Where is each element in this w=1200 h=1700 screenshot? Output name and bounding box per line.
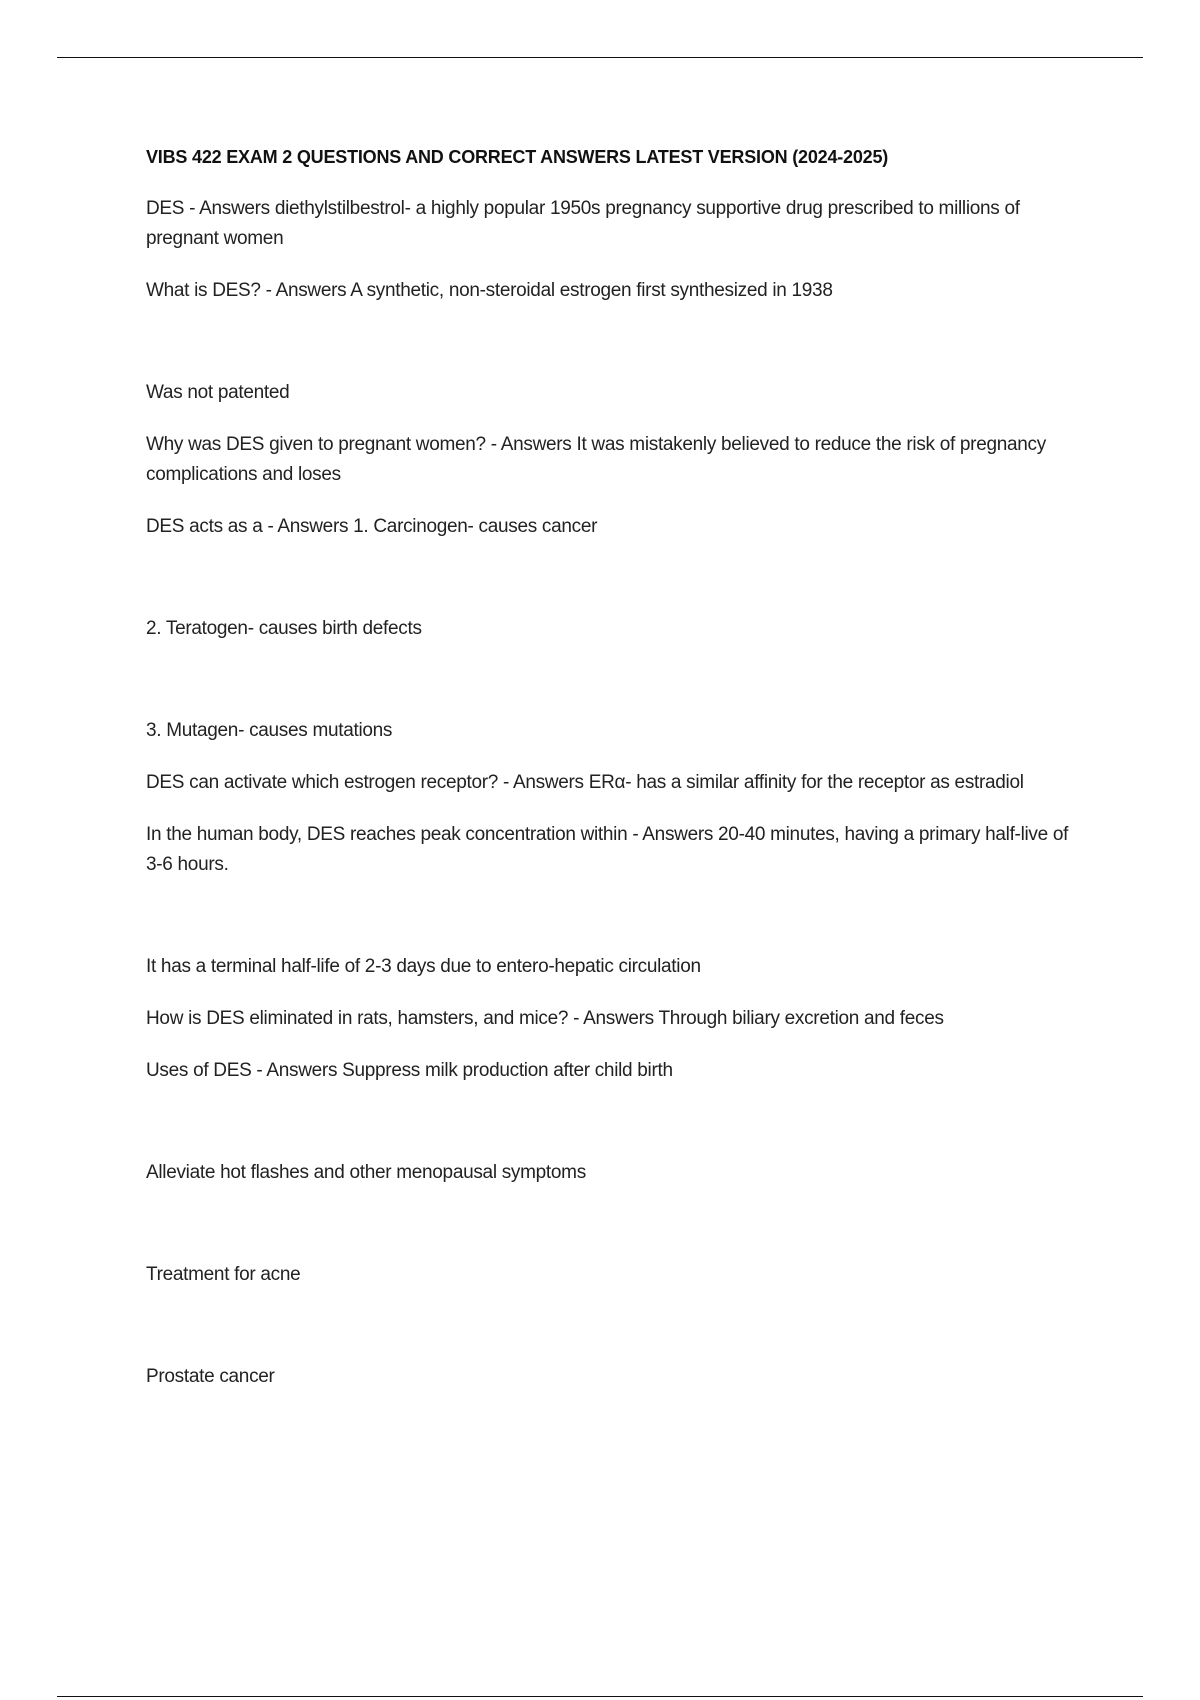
document-title: VIBS 422 EXAM 2 QUESTIONS AND CORRECT ANSWERS LATEST VERSION (2024-2025) <box>146 147 889 167</box>
qa-paragraph: Uses of DES - Answers Suppress milk production after child birth <box>146 1060 673 1081</box>
qa-paragraph: What is DES? - Answers A synthetic, non-steroidal estrogen first synthesized in 1938 <box>146 280 833 301</box>
qa-paragraph: Why was DES given to pregnant women? - Answers It was mistakenly believed to reduce the risk of pregnancy complications and loses <box>146 434 1046 485</box>
qa-paragraph: 3. Mutagen- causes mutations <box>146 720 393 741</box>
qa-paragraph: In the human body, DES reaches peak concentration within - Answers 20-40 minutes, having a primary half-live of 3-6 hours. <box>146 824 1069 875</box>
qa-paragraph: Treatment for acne <box>146 1264 301 1285</box>
qa-paragraph: DES can activate which estrogen receptor? - Answers ERα- has a similar affinity for the receptor as estradiol <box>146 772 1024 793</box>
qa-paragraph: It has a terminal half-life of 2-3 days due to entero-hepatic circulation <box>146 956 701 977</box>
bottom-divider <box>57 1696 1143 1697</box>
qa-paragraph: How is DES eliminated in rats, hamsters, and mice? - Answers Through biliary excretion and feces <box>146 1008 944 1029</box>
qa-paragraph: DES - Answers diethylstilbestrol- a highly popular 1950s pregnancy supportive drug prescribed to millions of pregnant women <box>146 198 1020 249</box>
qa-paragraph: 2. Teratogen- causes birth defects <box>146 618 422 639</box>
document-body <box>146 142 1086 1414</box>
qa-paragraph: Alleviate hot flashes and other menopausal symptoms <box>146 1162 586 1183</box>
qa-paragraph: DES acts as a - Answers 1. Carcinogen- causes cancer <box>146 516 598 537</box>
qa-paragraph: Prostate cancer <box>146 1366 275 1387</box>
qa-paragraph: Was not patented <box>146 382 290 403</box>
top-divider <box>57 57 1143 58</box>
